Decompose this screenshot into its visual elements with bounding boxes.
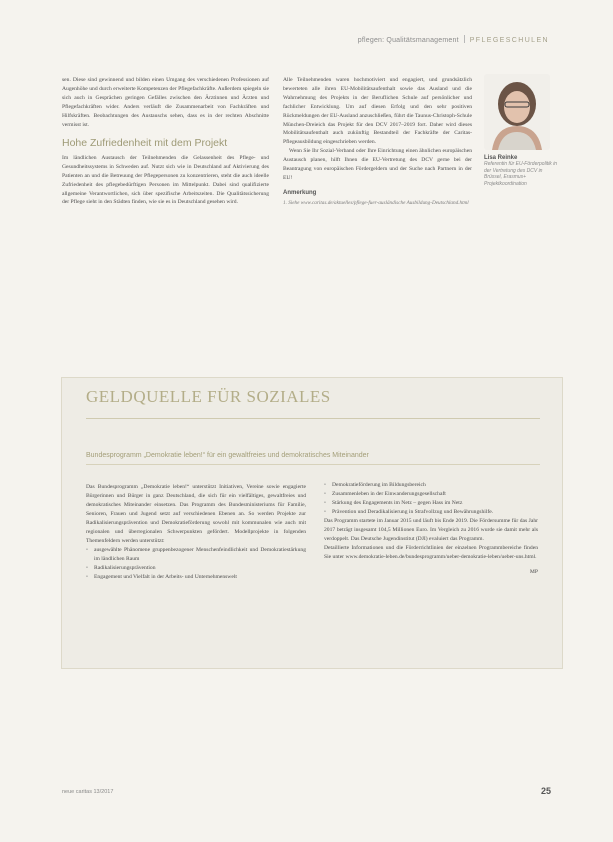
divider — [86, 464, 540, 465]
list-item: • Prävention und Deradikalisierung in Strafvollzug und Bewährungshilfe. — [332, 508, 538, 517]
author-initials: MP — [529, 569, 538, 575]
page-footer — [62, 786, 551, 796]
list-item: • Engagement und Vielfalt in der Arbeits- und Unternehmenswelt — [94, 573, 306, 582]
box-subtitle: Bundesprogramm „Demokratie leben!“ für ein gewaltfreies und demokratisches Miteinander — [86, 452, 369, 459]
paragraph: Alle Teilnehmenden waren hochmotiviert und engagiert, und grundsätzlich bewerteten alle ihren EU-Mobilitätsaufenthalt sowie das Ausland und die Wahrnehmung des Projekts in der Beruflichen Schule auf persönlicher und fachlicher Entwicklung. Um auf diesen Erfolg und den sehr positiven Rückmeldungen der EU-Ausland anzuschließen, führt die Taunus-Christoph-Schule München-Dreieich das Projekt für den DCV 2017–2019 fort. Daher wird dieses Mobilitätsaufenthalt auch zukünftig Bestandteil der Fachkräfte der Caritas-Pflegeausbildung eingeschrieben werden. — [283, 77, 472, 146]
subheading: Hohe Zufriedenheit mit dem Projekt — [62, 137, 228, 150]
author-caption: Referentin für EU-Förderpolitik in der Vertretung des DCV in Brüssel, Erasmus+ Projektkoordination — [484, 161, 558, 187]
box-title: GELDQUELLE FÜR SOZIALES — [86, 387, 331, 406]
list-item: • Zusammenleben in der Einwanderungsgesellschaft — [332, 490, 538, 499]
topic-list — [324, 481, 538, 517]
topic-list — [86, 546, 306, 582]
section-title: PFLEGESCHULEN — [469, 37, 549, 44]
list-item: • Stärkung des Engagements im Netz – gegen Hass im Netz — [332, 499, 538, 508]
funding-info-box — [61, 377, 563, 669]
list-item: • Radikalisierungsprävention — [94, 564, 306, 573]
divider — [86, 418, 540, 419]
list-item: • Demokratieförderung im Bildungsbereich — [332, 481, 538, 490]
publication-title: pflegen: Qualitätsmanagement — [357, 37, 459, 44]
list-item: • ausgewählte Phänomene gruppenbezogener Menschenfeindlichkeit und Demokratiestärkung im ländlichen Raum — [94, 546, 306, 564]
paragraph-with-link[interactable]: Detaillierte Informationen und die Förderrichtlinien der einzelnen Programmbereiche finden Sie unter www.demokratie-leben.de/bundesprogramm/ueber-demokratie-leben/ueber-uns.html. — [324, 545, 538, 560]
portrait-image — [484, 74, 550, 150]
footnote-link[interactable]: 1. Siehe www.caritas.de/aktuelles/pflege-fuer-ausländische Ausbildung-Deutschland.html — [283, 199, 469, 206]
box-column-2 — [324, 481, 538, 577]
author-photo — [484, 74, 550, 150]
issue-label: neue caritas 13/2017 — [62, 789, 114, 795]
page-number: 25 — [540, 786, 551, 796]
paragraph: Das Bundesprogramm „Demokratie leben!“ unterstützt Initiativen, Vereine sowie engagierte Bürgerinnen und Bürger in ganz Deutschland, die sich für ein vielfältiges, gewaltfreies und demokratisches Miteinander einsetzen. Das Programm des Bundesministeriums für Familie, Senioren, Frauen und Jugend setzt auf verschiedenen Ebenen an. So werden Projekte zur Radikalisierungsprävention und Demokratieförderung sowohl mit kommunalen wie auch mit regionalen und überregionalen Schwerpunkten gefördert. Modellprojekte in folgenden Themenfeldern werden unterstützt: — [86, 484, 306, 544]
box-column-1 — [86, 483, 306, 582]
paragraph: sen. Diese sind gewinnend und bilden einen Umgang des verschiedenen Professionen auf Augenhöhe und durch erweiterte Kompetenzen der Pflegefachkräfte. Außerdem spiegeln sie sich auch in Gesprächen geringen Gefälles zwischen den Ärztinnen und Ärzten und Pflegefachkräften wider. Anders verläuft die Zusammenarbeit von Fachkräften und Hilfskräften. Beobachtungen des Austauschs sehen, dass es in der rechten Abschnitte vermisst ist. — [62, 77, 269, 128]
article-column-1 — [62, 76, 269, 207]
running-header — [358, 35, 549, 44]
paragraph: Wenn Sie Ihr Sozial-Verband oder Ihre Einrichtung einen ähnlichen europäischen Austausch planen, hilft Ihnen die EU-Vertretung des DCV gerne bei der Beantragung von europäischen Fördergeldern und der Suche nach Partnern in der EU! — [283, 148, 472, 181]
paragraph: Das Programm startete im Januar 2015 und läuft bis Ende 2019. Die Fördersumme für das Jahr 2017 beträgt insgesamt 104,5 Millionen Euro. Im Vergleich zu 2016 wurde sie damit mehr als verdoppelt. Das Deutsche Jugendinstitut (DJI) evaluiert das Programm. — [324, 518, 538, 542]
author-sidebar — [484, 74, 560, 187]
header-divider — [464, 35, 465, 43]
paragraph: Im ländlichen Austausch der Teilnehmenden die Gelassenheit des Pflege- und Gesundheitssystems in Schweden auf. Nutzt sich wie in Deutschland auf Aktivierung des Patienten an und die Betreuung der Pflegepersonen zu konzentrieren, steht die auch ideelle Zufriedenheit des pflegebedürftigen Personen im Mittelpunkt. Dabei sind qualifizierte allgemeine Verantwortlichen, sich über spezifische Arbeitszeiten. Die Qualitätssicherung der Pflege sieht in den Städten finden, wie sie es in Deutschland gesehen wird. — [62, 154, 269, 206]
author-name: Lisa Reinke — [484, 155, 518, 161]
article-column-2 — [283, 76, 472, 207]
footnote-heading: Anmerkung — [283, 189, 317, 196]
